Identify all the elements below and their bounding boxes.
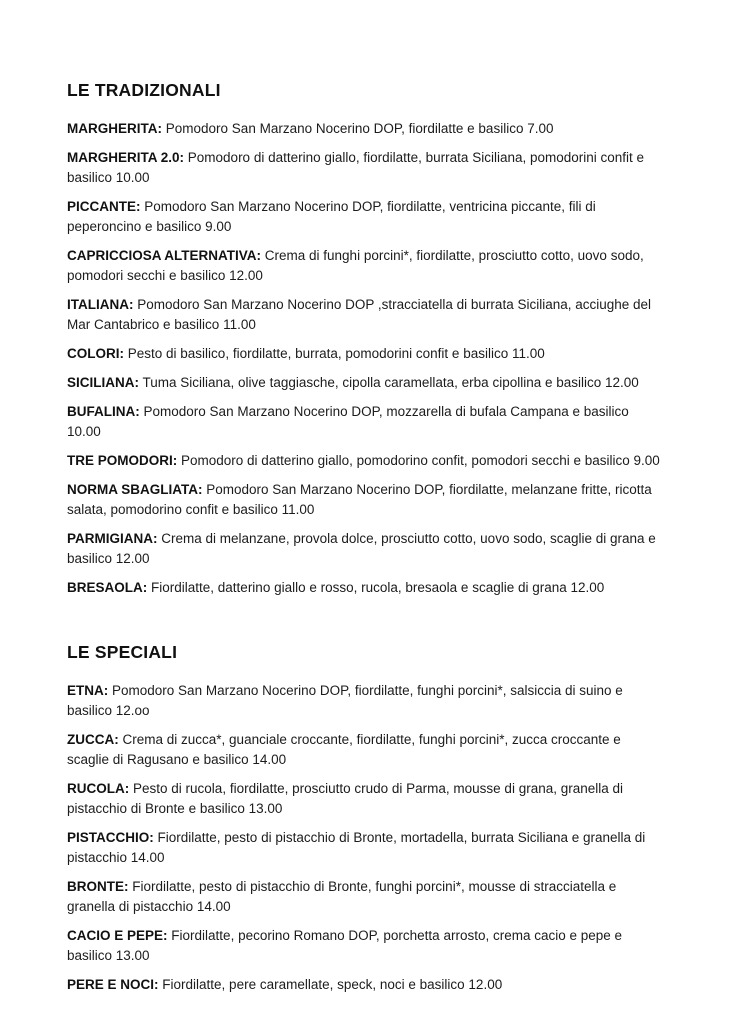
menu-item-description: Pomodoro di datterino giallo, fiordilatte, burrata Siciliana, pomodorini confit e basilico 10.00 — [67, 150, 645, 185]
menu-item-description: Pomodoro San Marzano Nocerino DOP, mozzarella di bufala Campana e basilico 10.00 — [67, 404, 629, 439]
menu-section — [67, 80, 666, 598]
menu-sections — [67, 80, 666, 995]
menu-item-description: Pomodoro San Marzano Nocerino DOP, fiordilatte, ventricina piccante, fili di peperoncino e basilico 9.00 — [67, 199, 596, 234]
menu-item-description: Crema di funghi porcini*, fiordilatte, prosciutto cotto, uovo sodo, pomodori secchi e basilico 12.00 — [67, 248, 644, 283]
menu-item-name: MARGHERITA 2.0: — [67, 150, 185, 165]
menu-item-description: Tuma Siciliana, olive taggiasche, cipolla caramellata, erba cipollina e basilico 12.00 — [142, 375, 639, 390]
menu-item-name: SICILIANA: — [67, 375, 139, 390]
menu-item-name: TRE POMODORI: — [67, 453, 178, 468]
menu-item — [67, 877, 666, 917]
menu-item-description: Pomodoro San Marzano Nocerino DOP, fiordilatte e basilico 7.00 — [165, 121, 554, 136]
menu-item-name: MARGHERITA: — [67, 121, 162, 136]
menu-item-name: NORMA SBAGLIATA: — [67, 482, 203, 497]
menu-item-name: PISTACCHIO: — [67, 830, 154, 845]
menu-item — [67, 480, 666, 520]
menu-item-name: BRONTE: — [67, 879, 129, 894]
menu-item-name: BRESAOLA: — [67, 580, 148, 595]
menu-item-description: Fiordilatte, pere caramellate, speck, noci e basilico 12.00 — [162, 977, 503, 992]
menu-item — [67, 148, 666, 188]
menu-item — [67, 926, 666, 966]
menu-item-description: Pomodoro San Marzano Nocerino DOP, fiordilatte, funghi porcini*, salsiccia di suino e basilico 12.oo — [67, 683, 623, 718]
menu-item-description: Fiordilatte, pesto di pistacchio di Bronte, mortadella, burrata Siciliana e granella di pistacchio 14.00 — [67, 830, 646, 865]
menu-item-description: Crema di melanzane, provola dolce, prosciutto cotto, uovo sodo, scaglie di grana e basilico 12.00 — [67, 531, 656, 566]
menu-item-description: Pesto di basilico, fiordilatte, burrata, pomodorini confit e basilico 11.00 — [127, 346, 545, 361]
menu-item-name: COLORI: — [67, 346, 124, 361]
menu-item-name: RUCOLA: — [67, 781, 130, 796]
menu-item — [67, 578, 666, 598]
menu-item-name: PERE E NOCI: — [67, 977, 159, 992]
menu-item-description: Fiordilatte, pesto di pistacchio di Bronte, funghi porcini*, mousse di stracciatella e granella di pistacchio 14.00 — [67, 879, 617, 914]
menu-item — [67, 828, 666, 868]
menu-item-name: CACIO E PEPE: — [67, 928, 168, 943]
menu-item-name: CAPRICCIOSA ALTERNATIVA: — [67, 248, 261, 263]
menu-item — [67, 975, 666, 995]
menu-item — [67, 295, 666, 335]
menu-item — [67, 451, 666, 471]
menu-item-name: ETNA: — [67, 683, 109, 698]
menu-item — [67, 681, 666, 721]
menu-item-name: BUFALINA: — [67, 404, 140, 419]
menu-item-description: Pesto di rucola, fiordilatte, prosciutto crudo di Parma, mousse di grana, granella di pistacchio di Bronte e basilico 13.00 — [67, 781, 624, 816]
section-title: LE TRADIZIONALI — [67, 80, 221, 100]
menu-section — [67, 642, 666, 995]
menu-item — [67, 344, 666, 364]
menu-item — [67, 373, 666, 393]
menu-item-description: Pomodoro di datterino giallo, pomodorino confit, pomodori secchi e basilico 9.00 — [181, 453, 660, 468]
menu-item-name: ITALIANA: — [67, 297, 134, 312]
menu-item-description: Pomodoro San Marzano Nocerino DOP, fiordilatte, melanzane fritte, ricotta salata, pomodorino confit e basilico 11.00 — [67, 482, 652, 517]
menu-item — [67, 730, 666, 770]
menu-item-description: Pomodoro San Marzano Nocerino DOP ,stracciatella di burrata Siciliana, acciughe del Mar Cantabrico e basilico 11.00 — [67, 297, 652, 332]
section-title: LE SPECIALI — [67, 642, 178, 662]
menu-item-description: Crema di zucca*, guanciale croccante, fiordilatte, funghi porcini*, zucca croccante e scaglie di Ragusano e basilico 14.00 — [67, 732, 621, 767]
menu-item — [67, 779, 666, 819]
menu-item-description: Fiordilatte, datterino giallo e rosso, rucola, bresaola e scaglie di grana 12.00 — [151, 580, 605, 595]
menu-item-description: Fiordilatte, pecorino Romano DOP, porchetta arrosto, crema cacio e pepe e basilico 13.00 — [67, 928, 623, 963]
menu-item — [67, 197, 666, 237]
menu-item-name: PARMIGIANA: — [67, 531, 158, 546]
menu-item-name: ZUCCA: — [67, 732, 119, 747]
menu-item — [67, 246, 666, 286]
menu-item — [67, 529, 666, 569]
menu-item — [67, 402, 666, 442]
menu-item-name: PICCANTE: — [67, 199, 141, 214]
menu-item — [67, 119, 666, 139]
